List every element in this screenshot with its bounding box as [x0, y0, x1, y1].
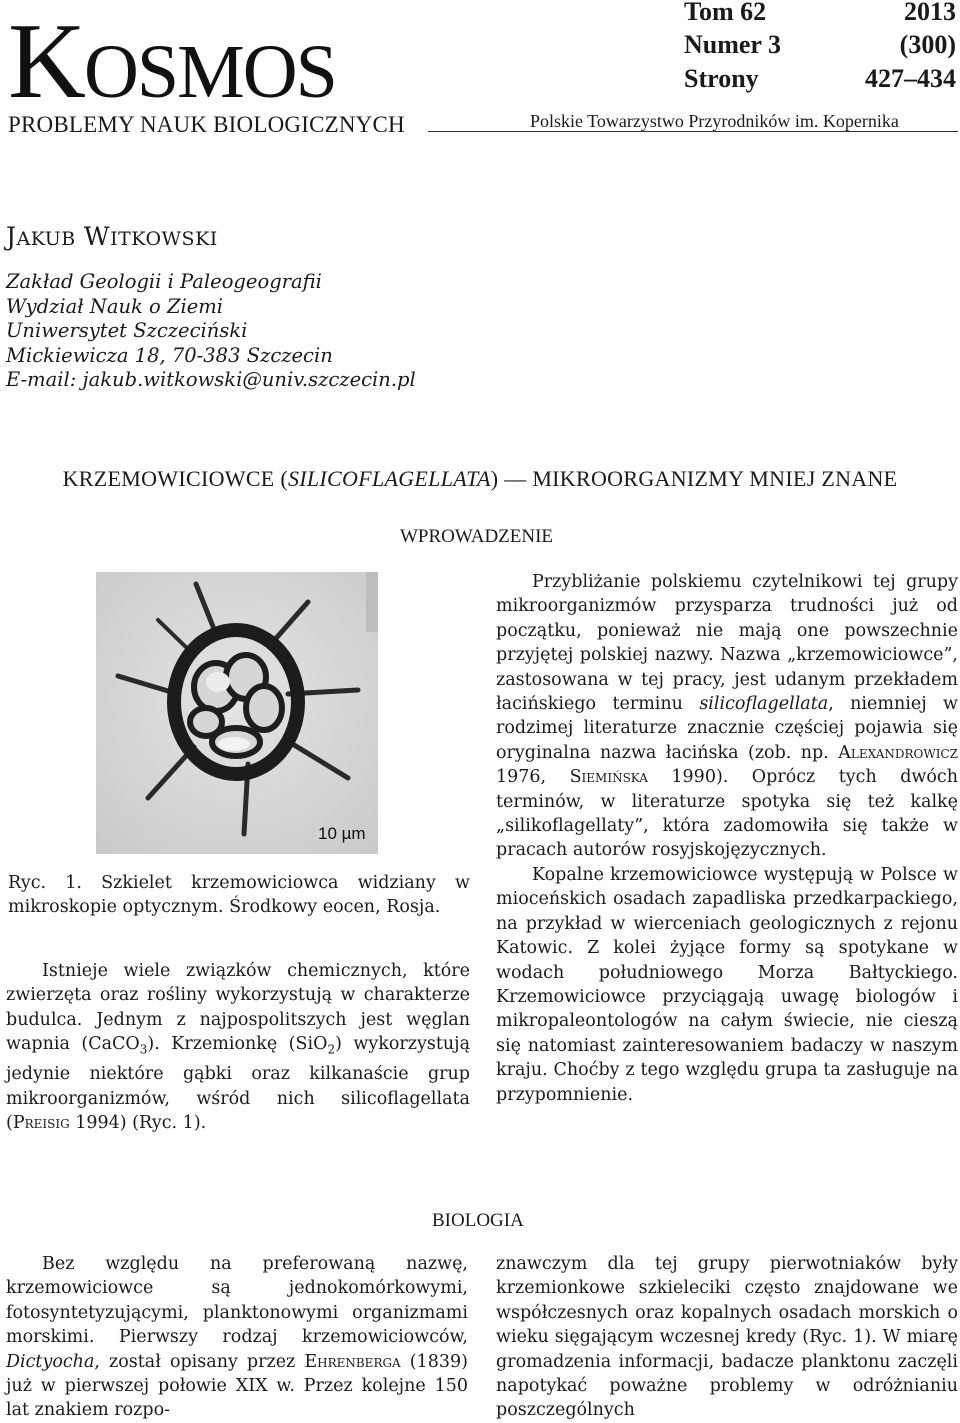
society-name: Polskie Towarzystwo Przyrodników im. Kopernika	[530, 111, 899, 131]
affiliation-line: Mickiewicza 18, 70-383 Szczecin	[6, 343, 333, 367]
journal-subtitle: PROBLEMY NAUK BIOLOGICZNYCH	[8, 112, 405, 137]
author-affiliation	[6, 270, 416, 393]
affiliation-email[interactable]: E-mail: jakub.witkowski@univ.szczecin.pl	[6, 368, 416, 391]
affiliation-line: Wydział Nauk o Ziemi	[6, 294, 224, 318]
bottom-right-column-text: znawczym dla tej grupy pierwotniaków były krzemionkowe szkieleciki często znajdowane we współczesnych oraz kopalnych osadach morskich o wieku sięgającym wczesnej kredy (Ryc. 1). W miarę gromadzenia informacji, badacze planktonu zaczęli napotykać poważne problemy w odróżnianiu poszczególnych	[496, 1254, 958, 1421]
pages-label: Strony	[684, 64, 759, 93]
volume-year: 2013	[904, 0, 956, 26]
silicoflagellate-skeleton-image	[96, 572, 378, 854]
section-heading-biology: BIOLOGIA	[432, 1210, 524, 1231]
issue-number: (300)	[899, 30, 956, 59]
issue-label: Numer 3	[684, 30, 782, 59]
micrograph-figure	[96, 572, 378, 854]
bottom-left-column-text: Bez względu na preferowaną nazwę, krzemowiciowce są jednokomórkowymi, fotosyntetyzującymi, planktonowymi organizmami morskimi. Pierwszy rodzaj krzemowiciowców, Dictyocha, został opisany przez Ehrenberga (1839) już w pierwszej połowie XIX w. Przez kolejne 150 lat znakiem rozpo-	[6, 1254, 468, 1421]
article-title: KRZEMOWICIOWCE (SILICOFLAGELLATA) — MIKROORGANIZMY MNIEJ ZNANE	[62, 466, 898, 491]
scale-bar-label: 10 µm	[318, 824, 366, 843]
section-heading-intro: WPROWADZENIE	[400, 526, 554, 547]
affiliation-line: Uniwersytet Szczeciński	[6, 319, 248, 342]
pages-range: 427–434	[865, 64, 956, 93]
right-column-text: Przybliżanie polskiemu czytelnikowi tej grupy mikroorganizmów przysparza trudności już od początku, ponieważ nie mają one powszechnie przyjętej polskiej nazwy. Nazwa „krzemowiciowce”, zastosowana w tej pracy, jest udanym przekładem łacińskiego terminu silicoflagellata, niemniej w rodzimej literaturze znacznie częściej pojawia się oryginalna nazwa łacińska (zob. np. Alexandrowicz 1976, Siemińska 1990). Oprócz tych dwóch terminów, w literaturze spotyka się też kalkę „silikoflagellaty”, która zadomowiła się także w pracach autorów rosyjskojęzycznych. Kopalne krzemowiciowce występują w Polsce w mioceńskich osadach zapadliska przedkarpackiego, na przykład w wierceniach geologicznych z rejonu Katowic. Z kolei żyjące formy są spotykane w wodach południowego Morza Bałtyckiego. Krzemowiciowce przyciągają uwagę biologów i mikropaleontologów na całym świecie, nie cieszą się natomiast zainteresowaniem badaczy w naszym kraju. Choćby z tego względu grupa ta zasługuje na przypomnienie.	[496, 572, 958, 1105]
figure-caption: Ryc. 1. Szkielet krzemowiciowca widziany w mikroskopie optycznym. Środkowy eocen, Rosja.	[8, 873, 470, 917]
author-name: JAKUB WITKOWSKI	[6, 222, 218, 251]
affiliation-line: Zakład Geologii i Paleogeografii	[6, 270, 322, 293]
volume-label: Tom 62	[684, 0, 767, 26]
journal-logo: KOSMOS	[8, 2, 336, 121]
left-column-text: Istnieje wiele związków chemicznych, które zwierzęta oraz rośliny wykorzystują w charakterze budulca. Jednym z najpospolitszych jest węglan wapnia (CaCO$_3$). Krzemionkę (SiO$_2$) wykorzystują jedynie niektóre gąbki oraz kilkanaście grup mikroorganizmów, wśród nich silicoflagellata (Preisig 1994) (Ryc. 1).	[6, 961, 470, 1133]
